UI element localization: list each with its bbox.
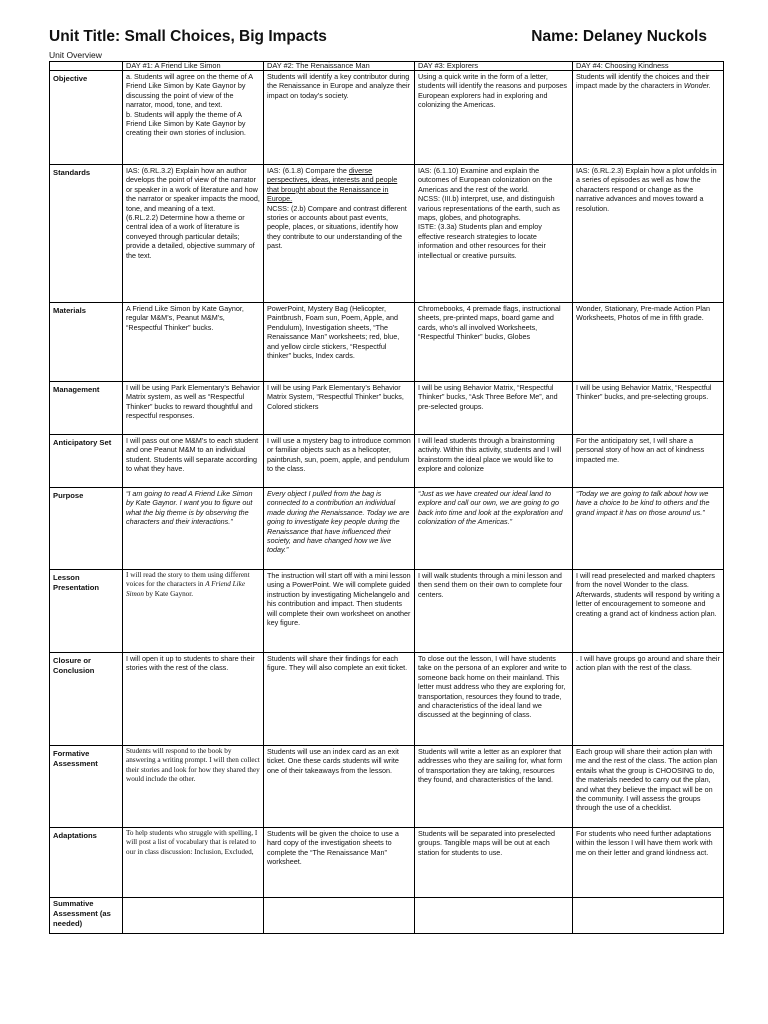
lesson-day-1-text: I will read the story to them using different voices for the characters in bbox=[126, 571, 250, 589]
standards-day-2-a-underlined: diverse perspectives, ideas, interests and people that brought about the Renaissance in Europe. bbox=[267, 166, 398, 204]
standards-day-2-a-text: IAS: (6.1.8) Compare the bbox=[267, 166, 349, 175]
objective-row bbox=[50, 71, 724, 165]
materials-day-2: PowerPoint, Mystery Bag (Helicopter, Paintbrush, Foam sun, Poem, Apple, and Pendulum), Investigation sheets, “The Renaissance Man” worksheets; red, blue, and yellow circle stickers, “Respectful thinker” bucks, Index cards. bbox=[264, 303, 415, 382]
summative-day-2 bbox=[264, 898, 415, 934]
anticipatory-day-1: I will pass out one M&M’s to each student and one Peanut M&M to an individual student. Students will separate according to what they have. bbox=[123, 435, 264, 488]
formative-day-3: Students will write a letter as an explorer that addresses who they are sailing for, what form of transportation they are taking, resources they found, and characteristics of the land. bbox=[415, 746, 573, 828]
adaptations-day-3: Students will be separated into preselected groups. Tangible maps will be out at each station for students to use. bbox=[415, 828, 573, 898]
day-3-header: DAY #3: Explorers bbox=[415, 62, 573, 71]
lesson-day-1 bbox=[123, 570, 264, 653]
summative-day-3 bbox=[415, 898, 573, 934]
lesson-day-3: I will walk students through a mini lesson and then send them on their own to complete four centers. bbox=[415, 570, 573, 653]
materials-row bbox=[50, 303, 724, 382]
objective-day-3: Using a quick write in the form of a letter, students will identify the reasons and purposes European explorers had in exploring and colonizing the Americas. bbox=[415, 71, 573, 165]
row-label-lesson-presentation: Lesson Presentation bbox=[50, 570, 123, 653]
row-label-objective: Objective bbox=[50, 71, 123, 165]
closure-day-2: Students will share their findings for each figure. They will also complete an exit ticket. bbox=[264, 653, 415, 746]
row-label-standards: Standards bbox=[50, 165, 123, 303]
lesson-plan-table bbox=[49, 61, 724, 934]
adaptations-day-4: For students who need further adaptations within the lesson I will have them work with me on their letter and grand kindness act. bbox=[573, 828, 724, 898]
formative-day-4: Each group will share their action plan with me and the rest of the class. The action plan entails what the group is CHOOSING to do, the materials needed to carry out the plan, and what they believe the impact will be on the community. I will assess the groups through the use of a checklist. bbox=[573, 746, 724, 828]
corner-cell bbox=[50, 62, 123, 71]
lesson-day-1-book: A Friend Like Simon bbox=[126, 580, 246, 598]
standards-day-2-a bbox=[267, 166, 411, 204]
day-header-row bbox=[50, 62, 724, 71]
day-1-header: DAY #1: A Friend Like Simon bbox=[123, 62, 264, 71]
standards-day-3-c: ISTE: (3.3a) Students plan and employ effective research strategies to locate information and other resources for their intellectual or creative pursuits. bbox=[418, 222, 546, 260]
row-label-adaptations: Adaptations bbox=[50, 828, 123, 898]
row-label-purpose: Purpose bbox=[50, 488, 123, 570]
row-label-summative-assessment: Summative Assessment (as needed) bbox=[50, 898, 123, 934]
purpose-day-1: “I am going to read A Friend Like Simon by Kate Gaynor. I want you to figure out what the big theme is by observing the characters and their interactions.” bbox=[123, 488, 264, 570]
purpose-row bbox=[50, 488, 724, 570]
closure-row bbox=[50, 653, 724, 746]
purpose-day-3: “Just as we have created our ideal land to explore and call our own, we are going to go back into time and look at the exploration and colonization of the Americas.” bbox=[415, 488, 573, 570]
lesson-day-2: The instruction will start off with a mini lesson using a PowerPoint. We will complete guided instruction by investigating Michelangelo and his contribution and impact. Then students will complete their own worksheet on another key figure. bbox=[264, 570, 415, 653]
summative-day-1 bbox=[123, 898, 264, 934]
materials-day-3: Chromebooks, 4 premade flags, instructional sheets, pre-printed maps, board game and cards, who’s all involved Worksheets, “Respectful Thinker” bucks, Globes bbox=[415, 303, 573, 382]
day-4-header: DAY #4: Choosing Kindness bbox=[573, 62, 724, 71]
standards-day-2-b: NCSS: (2.b) Compare and contrast different stories or accounts about past events, people, places, or situations, identify how they contribute to our understanding of the past. bbox=[267, 203, 407, 251]
standards-row bbox=[50, 165, 724, 303]
purpose-day-2: Every object I pulled from the bag is connected to a contribution an individual made during the Renaissance. Today we are going to investigate key people during the Renaissance that have influenced their society, and have changed how we live today.” bbox=[264, 488, 415, 570]
management-day-4: I will be using Behavior Matrix, “Respectful Thinker” bucks, and pre-selecting groups. bbox=[573, 382, 724, 435]
anticipatory-day-2: I will use a mystery bag to introduce common or familiar objects such as a helicopter, paintbrush, sun, poem, apple, and pendulum to the class. bbox=[264, 435, 415, 488]
day-2-header: DAY #2: The Renaissance Man bbox=[264, 62, 415, 71]
materials-day-1: A Friend Like Simon by Kate Gaynor, regular M&M’s, Peanut M&M’s, “Respectful Thinker” bucks. bbox=[123, 303, 264, 382]
unit-title: Unit Title: Small Choices, Big Impacts bbox=[49, 28, 327, 45]
adaptations-row bbox=[50, 828, 724, 898]
purpose-day-4: “Today we are going to talk about how we have a choice to be kind to others and the grand impact it has on those around us.” bbox=[573, 488, 724, 570]
row-label-management: Management bbox=[50, 382, 123, 435]
standards-day-3-b: NCSS: (III.b) interpret, use, and distinguish various representations of the earth, such as maps, globes, and photographs. bbox=[418, 194, 560, 223]
standards-day-1-b: (6.RL.2.2) Determine how a theme or central idea of a work of literature is conveyed through particular details; provide a detailed, objective summary of the text. bbox=[126, 213, 255, 260]
row-label-materials: Materials bbox=[50, 303, 123, 382]
objective-day-4-text: Students will identify the choices and their impact made by the characters in bbox=[576, 72, 710, 91]
anticipatory-day-3: I will lead students through a brainstorming activity. Within this activity, students and I will brainstorm the ideal place we would like to explore and colonize bbox=[415, 435, 573, 488]
standards-day-2 bbox=[264, 165, 415, 303]
formative-assessment-row bbox=[50, 746, 724, 828]
closure-day-3: To close out the lesson, I will have students take on the persona of an explorer and write to someone back home on their mainland. This letter must address who they are exploring for, transportation, resources they found to trade, and characteristics of the ideal land we discussed at the beginning of class. bbox=[415, 653, 573, 746]
objective-day-1-b: b. Students will apply the theme of A Friend Like Simon by Kate Gaynor by creating their own stories of inclusion. bbox=[126, 109, 246, 138]
management-day-3: I will be using Behavior Matrix, “Respectful Thinker” bucks, “Ask Three Before Me”, and pre-selected groups. bbox=[415, 382, 573, 435]
management-day-2: I will be using Park Elementary’s Behavior Matrix System, “Respectful Thinker” bucks, Colored stickers bbox=[264, 382, 415, 435]
lesson-day-1-author: by Kate Gaynor. bbox=[143, 589, 194, 598]
adaptations-day-2: Students will be given the choice to use a hard copy of the investigation sheets to complete the “The Renaissance Man” worksheet. bbox=[264, 828, 415, 898]
standards-day-1 bbox=[123, 165, 264, 303]
lesson-presentation-row bbox=[50, 570, 724, 653]
unit-overview-label: Unit Overview bbox=[49, 50, 102, 60]
row-label-anticipatory-set: Anticipatory Set bbox=[50, 435, 123, 488]
standards-day-3-a: IAS: (6.1.10) Examine and explain the outcomes of European colonization on the Americas and the rest of the world. bbox=[418, 166, 553, 194]
closure-day-4: . I will have groups go around and share their action plan with the rest of the class. bbox=[573, 653, 724, 746]
anticipatory-day-4: For the anticipatory set, I will share a personal story of how an act of kindness impacted me. bbox=[573, 435, 724, 488]
row-label-closure: Closure or Conclusion bbox=[50, 653, 123, 746]
objective-day-4-book: Wonder. bbox=[683, 81, 711, 91]
lesson-day-4: I will read preselected and marked chapters from the novel Wonder to the class. Afterwards, students will respond by writing a letter of encouragement to someone and creating a grand act of kindness action plan. bbox=[573, 570, 724, 653]
standards-day-1-a: IAS: (6.RL.3.2) Explain how an author develops the point of view of the narrator or speaker in a work of literature and how the narrator or speaker impacts the mood, tone, and meaning of a text. bbox=[126, 166, 260, 213]
standards-day-3 bbox=[415, 165, 573, 303]
closure-day-1: I will open it up to students to share their stories with the rest of the class. bbox=[123, 653, 264, 746]
objective-day-4 bbox=[573, 71, 724, 165]
summative-day-4 bbox=[573, 898, 724, 934]
author-name: Name: Delaney Nuckols bbox=[531, 28, 707, 45]
formative-day-1: Students will respond to the book by answering a writing prompt. I will then collect their stories and look for how they shared they would include the other. bbox=[123, 746, 264, 828]
row-label-formative-assessment: Formative Assessment bbox=[50, 746, 123, 828]
objective-day-2: Students will identify a key contributor during the Renaissance in Europe and analyze their impact on today’s society. bbox=[264, 71, 415, 165]
management-row bbox=[50, 382, 724, 435]
summative-assessment-row bbox=[50, 898, 724, 934]
objective-day-1 bbox=[123, 71, 264, 165]
document-header bbox=[49, 28, 719, 50]
management-day-1: I will be using Park Elementary’s Behavior Matrix system, as well as “Respectful Thinker” bucks to reward thoughtful and respectful responses. bbox=[123, 382, 264, 435]
materials-day-4: Wonder, Stationary, Pre-made Action Plan Worksheets, Photos of me in fifth grade. bbox=[573, 303, 724, 382]
formative-day-2: Students will use an index card as an exit ticket. One these cards students will write one of their takeaways from the lesson. bbox=[264, 746, 415, 828]
objective-day-1-a: a. Students will agree on the theme of A Friend Like Simon by Kate Gaynor by discussing the point of view of the narrator, mood, tone, and text. bbox=[126, 72, 253, 110]
standards-day-4: IAS: (6.RL.2.3) Explain how a plot unfolds in a series of episodes as well as how the characters respond or change as the narrative advances and moves toward a resolution. bbox=[573, 165, 724, 303]
adaptations-day-1: To help students who struggle with spelling, I will post a list of vocabulary that is related to our in class discussion: Inclusion, Excluded, bbox=[123, 828, 264, 898]
anticipatory-set-row bbox=[50, 435, 724, 488]
